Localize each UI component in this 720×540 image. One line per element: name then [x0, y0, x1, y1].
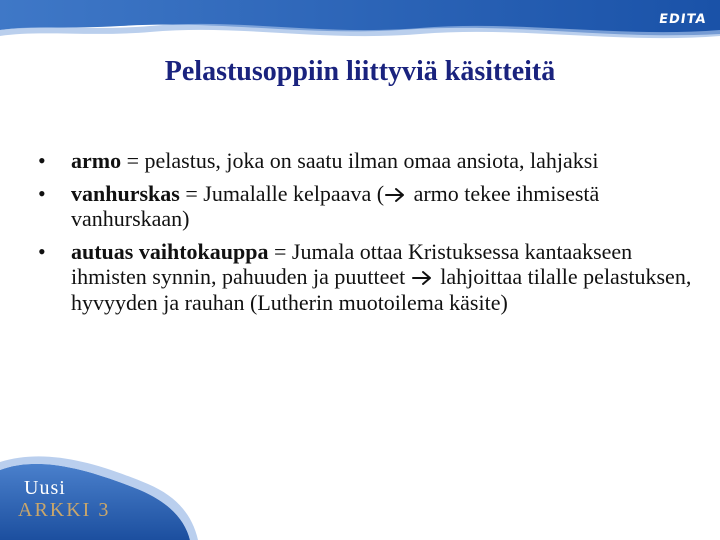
bullet-dot: •	[38, 238, 46, 264]
brand-logo	[14, 475, 124, 530]
arrow-right-icon	[384, 186, 408, 204]
bullet-dot: •	[38, 180, 46, 206]
bullet-dot: •	[38, 148, 46, 173]
definition-vanhurskas-part2: armo tekee ihmisestä vanhurskaan)	[71, 180, 600, 231]
bullet-item-autuas-vaihtokauppa	[38, 239, 698, 316]
term-armo: armo	[71, 148, 122, 173]
arrow-right-icon	[411, 269, 435, 287]
bullet-item-armo	[38, 148, 698, 174]
term-vanhurskas: vanhurskas	[71, 180, 180, 206]
bullet-item-vanhurskas	[38, 181, 698, 232]
publisher-logo: EDITA	[657, 12, 708, 27]
brand-logo-line2: ARKKI 3	[18, 499, 111, 521]
definition-autuas-part2: lahjoittaa tilalle pelastuksen, hyvyyden ja rauhan (Lutherin muotoilema käsite)	[71, 264, 692, 315]
brand-logo-line1: Uusi	[24, 477, 66, 499]
bullet-list	[38, 148, 698, 322]
definition-vanhurskas-part1: = Jumalalle kelpaava (	[179, 180, 385, 206]
term-autuas-vaihtokauppa: autuas vaihtokauppa	[71, 238, 269, 264]
definition-autuas-part1: = Jumala ottaa Kristuksessa kantaakseen ihmisten synnin, pahuuden ja puutteet	[71, 238, 633, 289]
slide-title: Pelastusoppiin liittyviä käsitteitä	[164, 56, 556, 87]
definition-armo: = pelastus, joka on saatu ilman omaa ansiota, lahjaksi	[121, 148, 599, 173]
